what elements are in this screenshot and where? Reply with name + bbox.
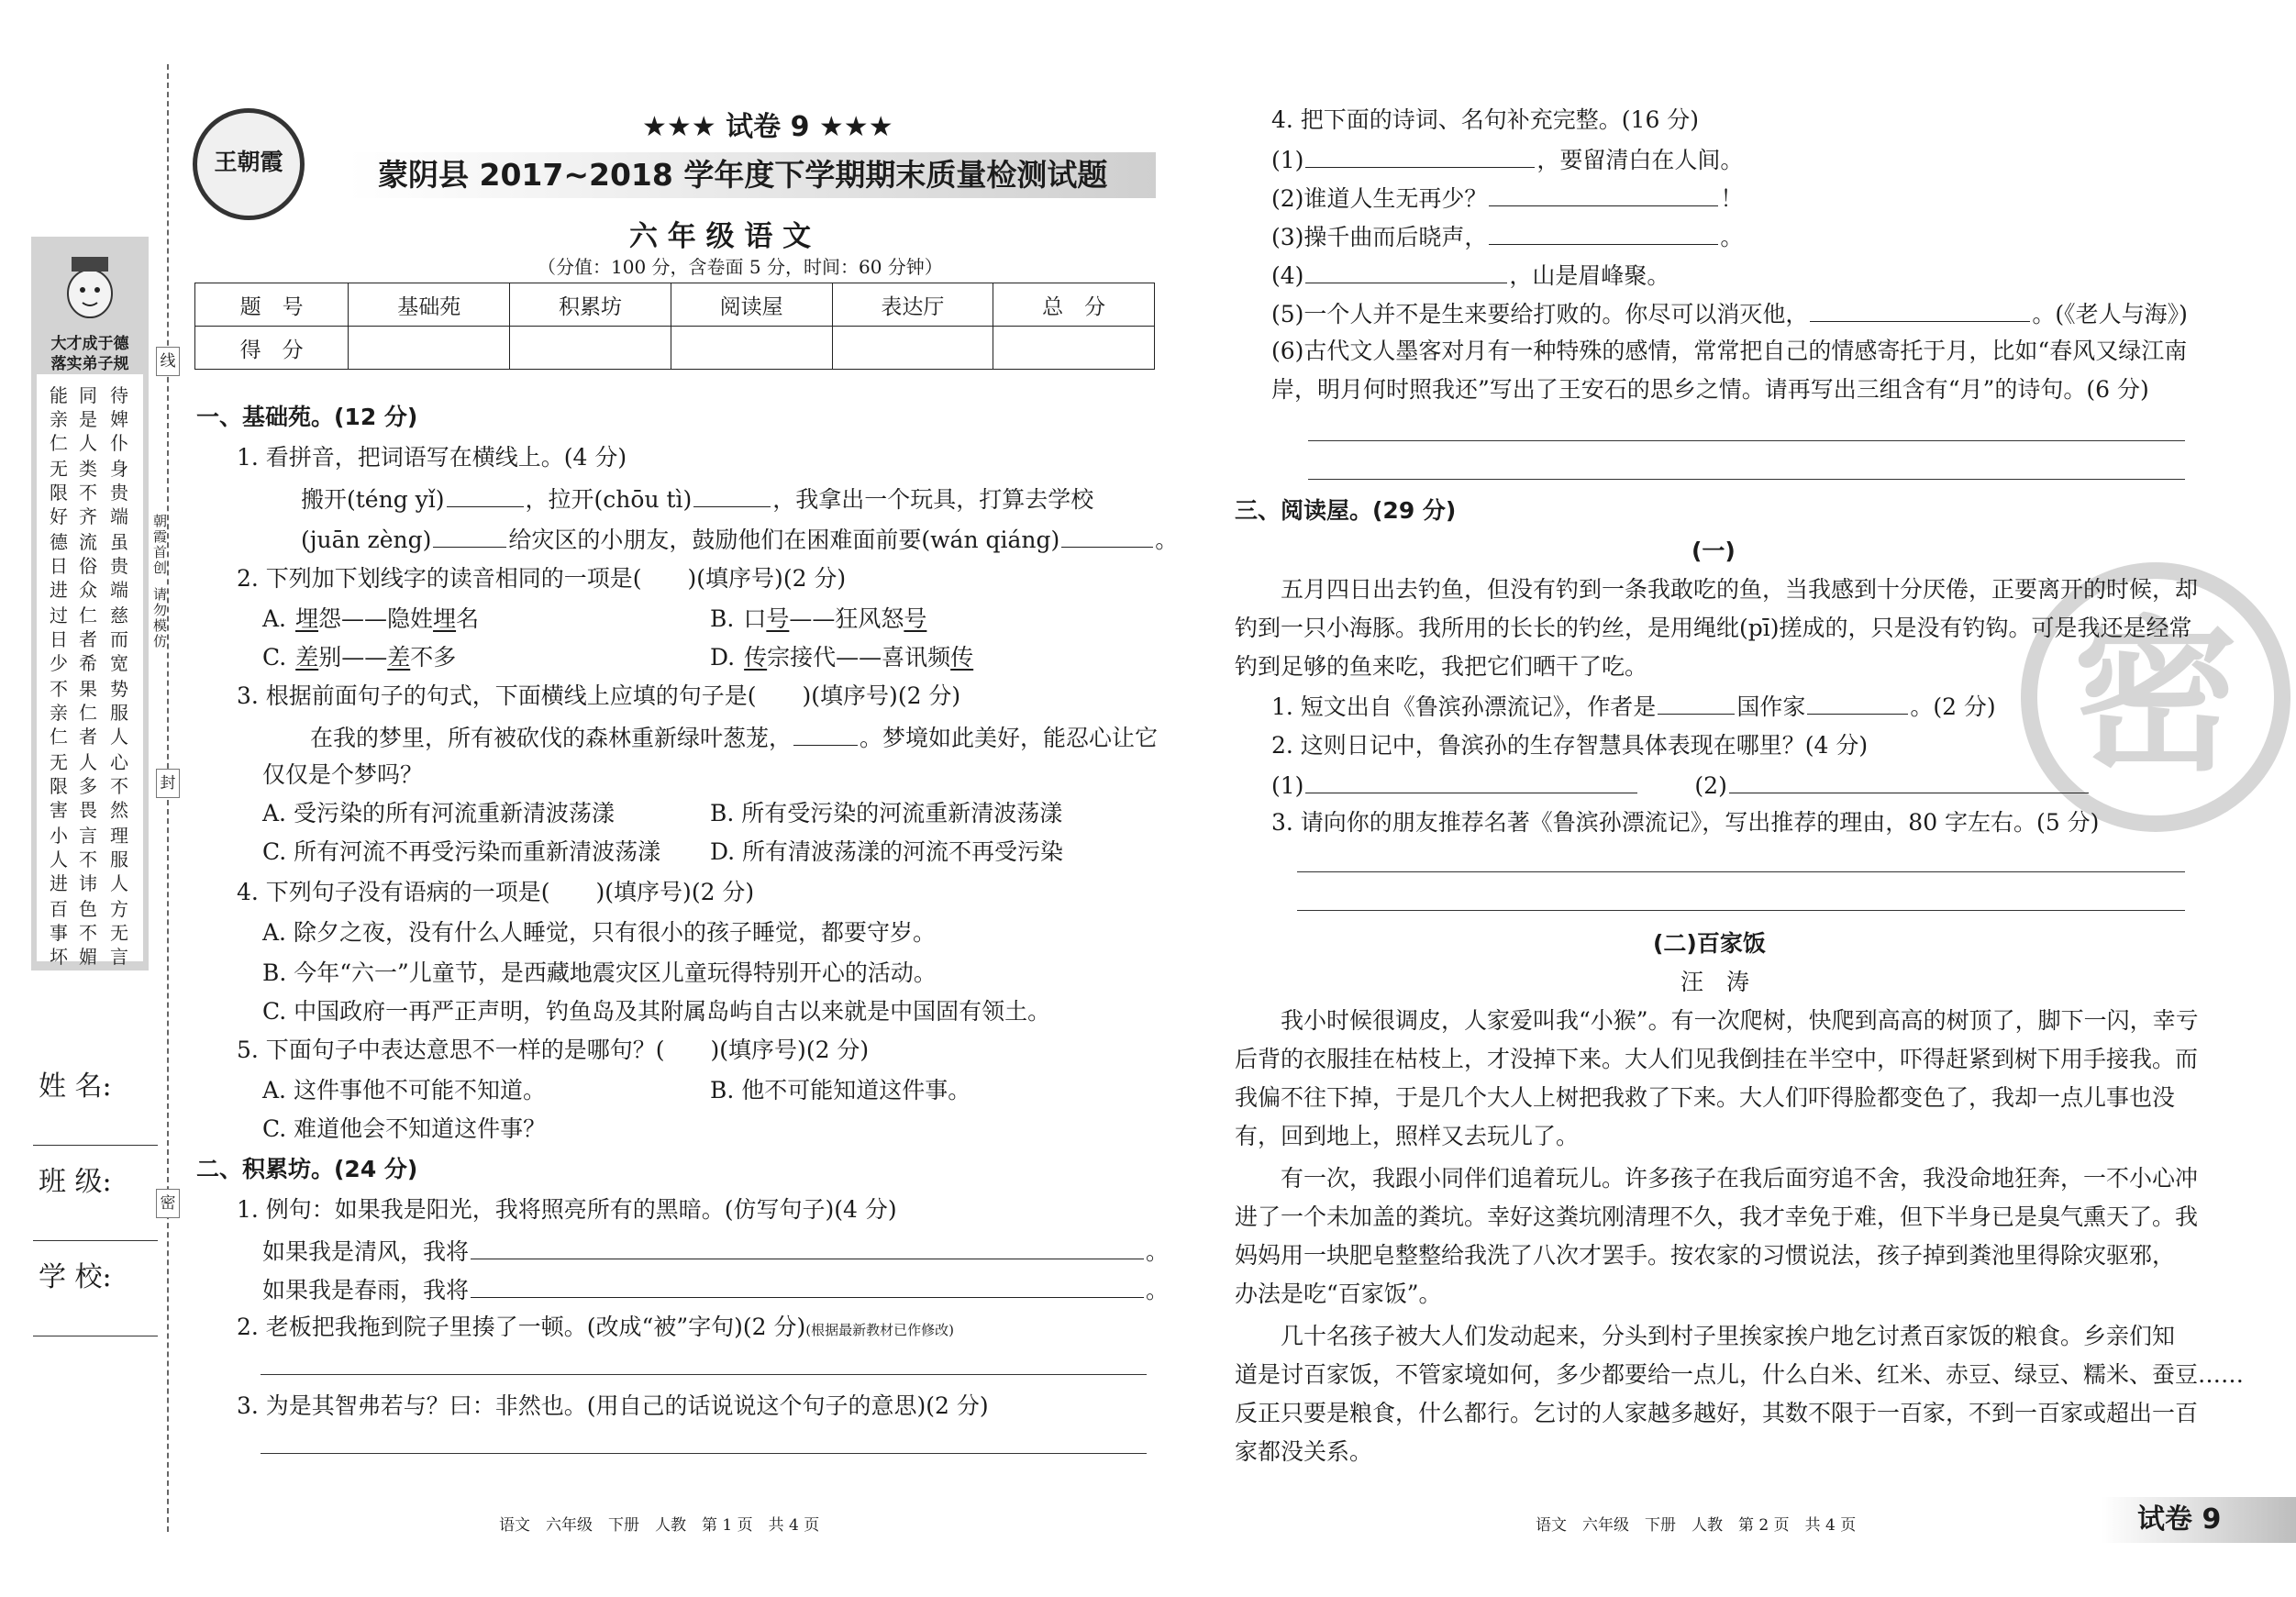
proverb-block: 百事坏 bbox=[50, 898, 68, 968]
reading1-para-2: 钓到一只小海豚。我所用的长长的钓丝，是用绳纰(pī)搓成的，只是没有钓钩。可是我还是经常 bbox=[1235, 615, 2192, 641]
proverb-block: 能亲仁 bbox=[50, 384, 68, 454]
score-col-4: 表达厅 bbox=[832, 283, 993, 327]
q3-option-b[interactable]: B. 所有受污染的河流重新清波荡漾 bbox=[710, 800, 1063, 826]
s2q1-stem: 1. 例句：如果我是阳光，我将照亮所有的黑暗。(仿写句子)(4 分) bbox=[237, 1196, 897, 1223]
exam-title: 蒙阴县 2017~2018 学年度下学期期末质量检测试题 bbox=[378, 157, 1108, 193]
reading2-line: 进了一个未加盖的粪坑。幸好这粪坑刚清理不久，我才幸免于难，但下半身已是臭气熏天了。我 bbox=[1235, 1203, 2199, 1230]
reading1-q2-2: (2) bbox=[1694, 772, 1727, 799]
reading1-q2-answers bbox=[1271, 769, 2091, 802]
q4-option-b[interactable]: B. 今年“六一”儿童节，是西藏地震灾区儿童玩得特别开心的活动。 bbox=[262, 959, 937, 986]
q2-option-mid: 别—— bbox=[318, 644, 388, 671]
q2-option-key: B. bbox=[710, 605, 735, 632]
q4-option-c[interactable]: C. 中国政府一再严正声明，钓鱼岛及其附属岛屿自古以来就是中国固有领土。 bbox=[262, 998, 1051, 1025]
proverb-block: 德日进 bbox=[50, 531, 68, 601]
q3-text-b: 。梦境如此美好，能忍心让它 bbox=[860, 725, 1159, 751]
proverb-block: 仁者希 bbox=[79, 604, 97, 674]
q1-blank-3[interactable] bbox=[433, 523, 506, 548]
score-cell[interactable] bbox=[832, 327, 993, 370]
q5-option-b[interactable]: B. 他不可能知道这件事。 bbox=[710, 1077, 971, 1103]
proverb-block: 待婢仆 bbox=[110, 384, 128, 454]
q2-option-u1: 传 bbox=[744, 644, 768, 671]
proverb-block: 无限好 bbox=[50, 458, 68, 527]
proverb-block: 势服人 bbox=[110, 678, 128, 748]
q1-blank-2[interactable] bbox=[693, 482, 771, 507]
page1-footer: 语文 六年级 下册 人教 第 1 页 共 4 页 bbox=[499, 1516, 820, 1535]
p2-q4-item-4-pre: (4) bbox=[1271, 262, 1304, 289]
q2-option-u2: 差 bbox=[387, 644, 411, 671]
proverb-block: 不亲仁 bbox=[50, 678, 68, 748]
q2-option[interactable] bbox=[262, 642, 456, 673]
binding-dashed-line bbox=[167, 64, 169, 1532]
q1-blank-1[interactable] bbox=[447, 482, 524, 507]
proverb-block: 果仁者 bbox=[79, 678, 97, 748]
score-row-header: 题 号 bbox=[195, 283, 349, 327]
proverb-block: 虽贵端 bbox=[110, 531, 128, 601]
motto-top: 大才成于德 bbox=[50, 335, 129, 353]
score-col-1: 基础苑 bbox=[349, 283, 510, 327]
s2q2-stem bbox=[237, 1312, 954, 1346]
reading2-line: 办法是吃“百家饭”。 bbox=[1235, 1281, 1442, 1307]
q1-p2a: (juān zèng) bbox=[301, 527, 432, 553]
score-cell[interactable] bbox=[510, 327, 671, 370]
p2-q4-item-3 bbox=[1271, 220, 1743, 253]
reading1-q3-line-2[interactable] bbox=[1297, 910, 2185, 911]
proverb-block: 慈而宽 bbox=[110, 604, 128, 674]
proverb-block: 小人进 bbox=[50, 825, 68, 894]
reading1-q1-blank-1[interactable] bbox=[1658, 690, 1735, 715]
q2-option-u2: 号 bbox=[904, 605, 927, 632]
q2-option-mid: ——狂风怒 bbox=[789, 605, 904, 632]
p2-q4-item-2-post: ！ bbox=[1720, 185, 1744, 212]
p2-q4-item-2 bbox=[1271, 182, 1743, 215]
reading1-para-3: 钓到足够的鱼来吃，我把它们晒干了吃。 bbox=[1235, 653, 1648, 680]
p2-q4-item-6a: (6)古代文人墨客对月有一种特殊的感情，常常把自己的情感寄托于月，比如“春风又绿江南 bbox=[1271, 338, 2188, 364]
p2-q4-item-1 bbox=[1271, 143, 1743, 176]
copyright-note-2: 请勿模仿 bbox=[151, 587, 168, 649]
motto-bottom: 落实弟子规 bbox=[50, 355, 129, 373]
proverb-block: 理服人 bbox=[110, 825, 128, 894]
logo-text: 王朝霞 bbox=[214, 149, 283, 175]
paper-label-text: 试卷 9 bbox=[726, 111, 810, 143]
reading1-heading: (一) bbox=[1691, 538, 1736, 564]
p2-q4-item-4-post: ，山是眉峰聚。 bbox=[1509, 262, 1670, 289]
reading2-line: 有一次，我跟小同伴们追着玩儿。许多孩子在我后面穷追不舍，我没命地狂奔，一不小心冲 bbox=[1281, 1165, 2199, 1192]
reading2-author: 汪 涛 bbox=[1680, 969, 1750, 995]
section-1-title: 一、基础苑。(12 分) bbox=[196, 404, 418, 430]
q2-option-mid: 宗接代——喜讯频 bbox=[767, 644, 951, 671]
q3-option-d[interactable]: D. 所有清波荡漾的河流不再受污染 bbox=[710, 838, 1064, 865]
name-label: 姓 名: bbox=[39, 1070, 112, 1103]
p2-q4-item-5-pre: (5)一个人并不是生来要给打败的。你尽可以消灭他， bbox=[1271, 301, 1809, 327]
name-field[interactable] bbox=[33, 1145, 158, 1146]
proverb-block: 过日少 bbox=[50, 604, 68, 674]
q2-stem: 2. 下列加下划线字的读音相同的一项是( )(填序号)(2 分) bbox=[237, 565, 847, 592]
reading1-q1 bbox=[1271, 690, 1996, 723]
p2-q4-blank-2[interactable] bbox=[1489, 182, 1718, 206]
p2-q4-answer-line-2[interactable] bbox=[1308, 479, 2185, 480]
corner-label: 试卷 9 bbox=[2137, 1503, 2222, 1536]
p2-q4-item-1-pre: (1) bbox=[1271, 147, 1304, 173]
p2-q4-item-5 bbox=[1271, 297, 2188, 330]
p2-q4-item-4 bbox=[1271, 259, 1669, 292]
score-col-5: 总 分 bbox=[993, 283, 1155, 327]
reading1-q2-blank-1[interactable] bbox=[1305, 769, 1637, 793]
p2-q4-item-2-pre: (2)谁道人生无再少？ bbox=[1271, 185, 1488, 212]
reading1-q3: 3. 请向你的朋友推荐名著《鲁滨孙漂流记》，写出推荐的理由，80 字左右。(5 分) bbox=[1271, 809, 2100, 836]
s2q3-stem: 3. 为是其智弗若与？曰：非然也。(用自己的话说说这个句子的意思)(2 分) bbox=[237, 1392, 989, 1419]
reading1-q1-blank-2[interactable] bbox=[1807, 690, 1908, 715]
q2-option-mid: 怨——隐姓 bbox=[318, 605, 434, 632]
logo-badge bbox=[193, 108, 305, 220]
s2q1-l2: 如果我是春雨，我将 bbox=[262, 1277, 470, 1303]
q2-option[interactable] bbox=[710, 604, 926, 635]
binding-mark-feng: 封 bbox=[156, 769, 180, 798]
q2-option[interactable] bbox=[710, 642, 973, 673]
reading2-title: (二)百家饭 bbox=[1653, 930, 1766, 957]
reading2-line: 道是讨百家饭，不管家境如何，多少都要给一点儿，什么白米、红米、赤豆、绿豆、糯米、蚕豆…… bbox=[1235, 1361, 2245, 1388]
score-table bbox=[194, 283, 1155, 370]
score-col-2: 积累坊 bbox=[510, 283, 671, 327]
q2-option-u2: 传 bbox=[950, 644, 974, 671]
q1-p2b: 给灾区的小朋友，鼓励他们在困难面前要(wán qiáng) bbox=[508, 527, 1060, 553]
reading2-line: 有，回到地上，照样又去玩儿了。 bbox=[1235, 1123, 1580, 1149]
exam-info: （分值：100 分，含卷面 5 分，时间：60 分钟） bbox=[538, 256, 943, 278]
q2-option-key: D. bbox=[710, 644, 736, 671]
reading1-q2: 2. 这则日记中，鲁滨孙的生存智慧具体表现在哪里？(4 分) bbox=[1271, 732, 1869, 759]
score-col-3: 阅读屋 bbox=[671, 283, 832, 327]
section-2-title: 二、积累坊。(24 分) bbox=[196, 1156, 418, 1182]
proverb-block: 方无言 bbox=[110, 898, 128, 968]
q1-stem: 1. 看拼音，把词语写在横线上。(4 分) bbox=[237, 444, 627, 471]
s2q1-end-2: 。 bbox=[1146, 1277, 1170, 1303]
reading1-para-1: 五月四日出去钓鱼，但没有钓到一条我敢吃的鱼，当我感到十分厌倦，正要离开的时候，却 bbox=[1281, 576, 2199, 603]
q2-option-u1: 差 bbox=[295, 644, 319, 671]
q3-text-line1 bbox=[310, 721, 1158, 754]
binding-mark-mi: 密 bbox=[156, 1189, 180, 1218]
proverb-block: 心不然 bbox=[110, 751, 128, 821]
proverb-block: 类不齐 bbox=[79, 458, 97, 527]
q1-line1 bbox=[301, 482, 1093, 516]
q2-option-u1: 号 bbox=[766, 605, 790, 632]
reading1-q1-b: 国作家 bbox=[1736, 693, 1806, 720]
p2-q4-blank-1[interactable] bbox=[1305, 143, 1535, 168]
page2-footer: 语文 六年级 下册 人教 第 2 页 共 4 页 bbox=[1536, 1516, 1857, 1535]
s2q2-text: 2. 老板把我拖到院子里揍了一顿。(改成“被”字句)(2 分) bbox=[237, 1314, 806, 1340]
q5-stem: 5. 下面句子中表达意思不一样的是哪句？( )(填序号)(2 分) bbox=[237, 1037, 870, 1063]
q4-option-a[interactable]: A. 除夕之夜，没有什么人睡觉，只有很小的孩子睡觉，都要守岁。 bbox=[262, 919, 936, 946]
score-cell[interactable] bbox=[349, 327, 510, 370]
q3-stem: 3. 根据前面句子的句式，下面横线上应填的句子是( )(填序号)(2 分) bbox=[237, 682, 961, 709]
p2-q4-stem: 4. 把下面的诗词、名句补充完整。(16 分) bbox=[1271, 106, 1700, 133]
s2q2-answer-line[interactable] bbox=[261, 1374, 1147, 1375]
reading2-line: 家都没关系。 bbox=[1235, 1438, 1373, 1465]
q1-blank-4[interactable] bbox=[1061, 523, 1153, 548]
q3-option-c[interactable]: C. 所有河流不再受污染而重新清波荡漾 bbox=[262, 838, 661, 865]
reading2-line: 我小时候很调皮，人家爱叫我“小猴”。有一次爬树，快爬到高高的树顶了，脚下一闪，幸亏 bbox=[1281, 1007, 2199, 1034]
q5-option-a[interactable]: A. 这件事他不可能不知道。 bbox=[262, 1077, 546, 1103]
class-field[interactable] bbox=[33, 1240, 158, 1241]
p2-q4-blank-3[interactable] bbox=[1489, 220, 1718, 245]
q3-text-a: 在我的梦里，所有被砍伐的森林重新绿叶葱茏， bbox=[310, 725, 793, 751]
p2-q4-item-5-post: 。(《老人与海》) bbox=[2032, 301, 2188, 327]
svg-text:密: 密 bbox=[2072, 602, 2239, 793]
proverb-block: 同是人 bbox=[79, 384, 97, 454]
s2q1-l1: 如果我是清风，我将 bbox=[262, 1238, 470, 1265]
proverb-block: 言不讳 bbox=[79, 825, 97, 894]
q2-option-u2: 埋 bbox=[433, 605, 457, 632]
q2-option-pre1: 口 bbox=[743, 605, 767, 632]
q3-blank[interactable] bbox=[793, 721, 858, 746]
reading2-line: 几十名孩子被大人们发动起来，分头到村子里挨家挨户地乞讨煮百家饭的粮食。乡亲们知 bbox=[1281, 1323, 2176, 1349]
q3-option-a[interactable]: A. 受污染的所有河流重新清波荡漾 bbox=[262, 800, 615, 826]
s2q1-end-1: 。 bbox=[1146, 1238, 1170, 1265]
school-label: 学 校: bbox=[39, 1261, 112, 1293]
reading1-q1-a: 1. 短文出自《鲁滨孙漂流记》，作者是 bbox=[1271, 693, 1657, 720]
q2-option-u1: 埋 bbox=[295, 605, 319, 632]
p2-q4-answer-line-1[interactable] bbox=[1308, 440, 2185, 441]
q2-option-key: A. bbox=[262, 605, 287, 632]
copyright-note-1: 朝霞首创 bbox=[151, 514, 168, 576]
binding-mark-xian: 线 bbox=[156, 347, 180, 376]
p2-q4-item-3-post: 。 bbox=[1720, 224, 1744, 250]
q2-option-post: 不多 bbox=[410, 644, 457, 671]
s2q1-blank-1[interactable] bbox=[471, 1235, 1144, 1259]
p2-q4-item-1-post: ，要留清白在人间。 bbox=[1536, 147, 1744, 173]
reading1-q2-1: (1) bbox=[1271, 772, 1304, 799]
scholar-illustration bbox=[51, 250, 128, 327]
p2-q4-item-6b: 岸，明月何时照我还”写出了王安石的思乡之情。请再写出三组含有“月”的诗句。(6 分) bbox=[1271, 376, 2149, 403]
proverb-block: 流俗众 bbox=[79, 531, 97, 601]
s2q1-line2 bbox=[262, 1273, 1169, 1306]
reading2-line: 后背的衣服挂在枯枝上，才没掉下来。大人们见我倒挂在半空中，吓得赶紧到树下用手接我。而 bbox=[1235, 1046, 2199, 1072]
proverb-block: 身贵端 bbox=[110, 458, 128, 527]
q1-p1a: 搬开(téng yǐ) bbox=[301, 486, 445, 513]
s2q1-blank-2[interactable] bbox=[471, 1273, 1144, 1298]
score-cell[interactable] bbox=[993, 327, 1155, 370]
reading1-q2-blank-2[interactable] bbox=[1729, 769, 2089, 793]
reading2-line: 妈妈用一块肥皂整整给我洗了八次才罢手。按农家的习惯说法，孩子掉到粪池里得除灾驱邪， bbox=[1235, 1242, 2176, 1269]
q2-option-post: 名 bbox=[456, 605, 480, 632]
proverb-block: 人多畏 bbox=[79, 751, 97, 821]
subject-title: 六 年 级 语 文 bbox=[629, 220, 812, 253]
reading1-q1-c: 。(2 分) bbox=[1910, 693, 1996, 720]
reading2-line: 反正只要是粮食，什么都行。乞讨的人家越多越好，其数不限于一百家，不到一百家或超出一百 bbox=[1235, 1400, 2199, 1426]
score-row-header: 得 分 bbox=[195, 327, 349, 370]
q1-line2 bbox=[301, 523, 1178, 556]
q4-stem: 4. 下列句子没有语病的一项是( )(填序号)(2 分) bbox=[237, 879, 755, 905]
q3-text-line2: 仅仅是个梦吗？ bbox=[262, 761, 424, 788]
reading1-q3-line-1[interactable] bbox=[1297, 871, 2185, 872]
q1-p1b: ，拉开(chōu tì) bbox=[525, 486, 693, 513]
class-label: 班 级: bbox=[39, 1166, 112, 1198]
q2-option[interactable] bbox=[262, 604, 479, 635]
p2-q4-blank-4[interactable] bbox=[1305, 259, 1507, 283]
score-cell[interactable] bbox=[671, 327, 832, 370]
q1-p1c: ，我拿出一个玩具，打算去学校 bbox=[772, 486, 1094, 513]
s2q3-answer-line[interactable] bbox=[261, 1453, 1147, 1454]
section-3-title: 三、阅读屋。(29 分) bbox=[1235, 497, 1457, 524]
proverb-block: 无限害 bbox=[50, 751, 68, 821]
p2-q4-item-3-pre: (3)操千曲而后晓声， bbox=[1271, 224, 1488, 250]
reading2-line: 我偏不往下掉，于是几个大人上树把我救了下来。大人们吓得脸都变色了，我却一点儿事也没 bbox=[1235, 1084, 2176, 1111]
s2q1-line1 bbox=[262, 1235, 1169, 1268]
q2-option-key: C. bbox=[262, 644, 287, 671]
q5-option-c[interactable]: C. 难道他会不知道这件事？ bbox=[262, 1115, 547, 1142]
q1-p2c: 。 bbox=[1155, 527, 1179, 553]
paper-label: ★★★ 试卷 9 ★★★ bbox=[642, 111, 893, 143]
p2-q4-blank-5[interactable] bbox=[1810, 297, 2030, 322]
s2q2-note: (根据最新教材已作修改) bbox=[805, 1322, 954, 1338]
proverb-block: 色不媚 bbox=[79, 898, 97, 968]
